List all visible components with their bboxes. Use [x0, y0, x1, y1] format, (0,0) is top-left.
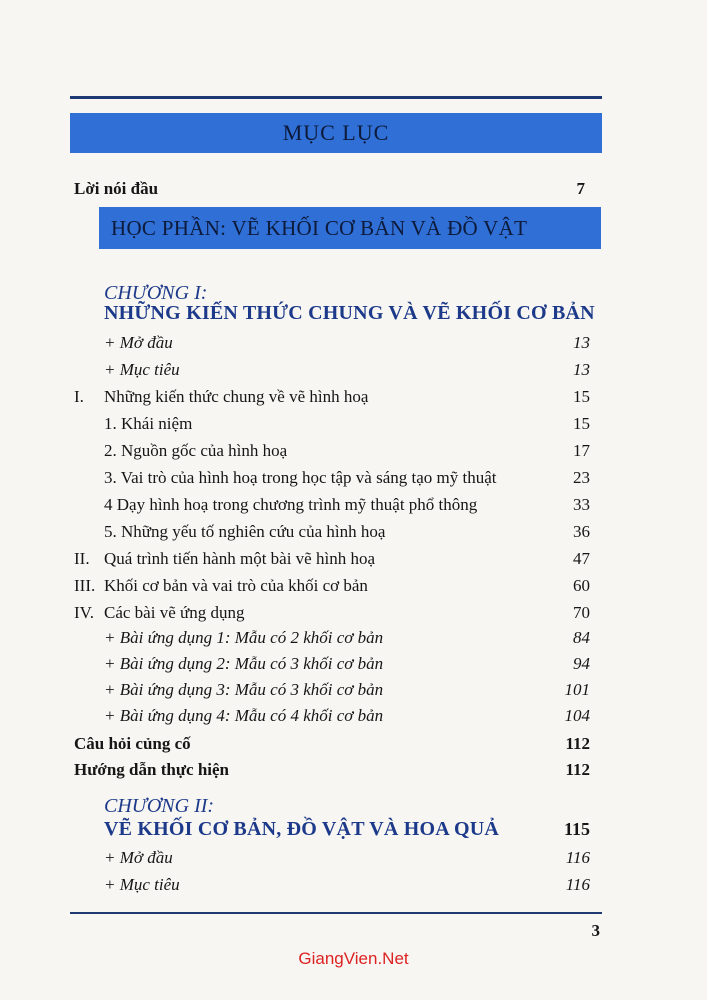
- entry-label: + Mục tiêu: [104, 360, 180, 379]
- chapter2-label: CHƯƠNG II:: [104, 795, 215, 817]
- entry-label: 1. Khái niệm: [104, 414, 193, 433]
- chapter2-page: 115: [563, 819, 590, 839]
- entry-page: 94: [573, 654, 590, 673]
- section-title: HỌC PHẦN: VẼ KHỐI CƠ BẢN VÀ ĐỒ VẬT: [99, 207, 601, 249]
- entry-page: 104: [564, 706, 590, 725]
- toc-row-app-4[interactable]: [0, 703, 707, 729]
- entry-label: Quá trình tiến hành một bài vẽ hình hoạ: [104, 549, 375, 568]
- entry-label: + Bài ứng dụng 1: Mẫu có 2 khối cơ bản: [104, 628, 384, 647]
- entry-number: IV.: [74, 603, 94, 622]
- toc-row-ch2-intro[interactable]: [0, 845, 707, 871]
- entry-label: Các bài vẽ ứng dụng: [104, 603, 245, 622]
- toc-row-1-5[interactable]: [0, 519, 707, 545]
- toc-row-preface[interactable]: [0, 176, 707, 202]
- entry-page: 112: [565, 734, 590, 753]
- toc-row-section-2[interactable]: [0, 546, 707, 572]
- entry-label: + Mở đầu: [104, 848, 173, 867]
- toc-row-1-2[interactable]: [0, 438, 707, 464]
- page-number: 3: [591, 921, 600, 940]
- entry-page: 15: [573, 414, 590, 433]
- entry-page: 70: [573, 603, 590, 622]
- entry-label: 5. Những yếu tố nghiên cứu của hình hoạ: [104, 522, 386, 541]
- entry-label: 2. Nguồn gốc của hình hoạ: [104, 441, 288, 460]
- bottom-rule: [70, 912, 602, 914]
- entry-page: 47: [573, 549, 590, 568]
- entry-label: Hướng dẫn thực hiện: [74, 760, 229, 779]
- entry-page: 13: [573, 360, 590, 379]
- toc-row-guide[interactable]: [0, 757, 707, 783]
- entry-page: 36: [573, 522, 590, 541]
- chapter1-label: CHƯƠNG I:: [104, 282, 208, 304]
- chapter2-title[interactable]: VẼ KHỐI CƠ BẢN, ĐỒ VẬT VÀ HOA QUẢ: [104, 818, 499, 840]
- toc-row-objectives[interactable]: [0, 357, 707, 383]
- entry-label: 3. Vai trò của hình hoạ trong học tập và sáng tạo mỹ thuật: [104, 468, 497, 487]
- entry-page: 84: [573, 628, 590, 647]
- preface-page: 7: [576, 179, 585, 198]
- entry-page: 112: [565, 760, 590, 779]
- entry-page: 23: [573, 468, 590, 487]
- toc-row-section-1[interactable]: [0, 384, 707, 410]
- toc-row-1-1[interactable]: [0, 411, 707, 437]
- toc-title: MỤC LỤC: [70, 113, 602, 153]
- entry-number: II.: [74, 549, 90, 568]
- toc-row-review[interactable]: [0, 731, 707, 757]
- chapter1-title[interactable]: NHỮNG KIẾN THỨC CHUNG VÀ VẼ KHỐI CƠ BẢN: [104, 302, 595, 324]
- toc-row-section-4[interactable]: [0, 600, 707, 626]
- toc-row-section-3[interactable]: [0, 573, 707, 599]
- entry-page: 60: [573, 576, 590, 595]
- entry-page: 13: [573, 333, 590, 352]
- entry-page: 15: [573, 387, 590, 406]
- toc-row-app-1[interactable]: [0, 625, 707, 651]
- entry-page: 116: [565, 875, 590, 894]
- entry-label: Câu hỏi củng cố: [74, 734, 191, 753]
- toc-row-app-3[interactable]: [0, 677, 707, 703]
- entry-label: Khối cơ bản và vai trò của khối cơ bản: [104, 576, 368, 595]
- entry-label: + Mục tiêu: [104, 875, 180, 894]
- toc-row-app-2[interactable]: [0, 651, 707, 677]
- entry-page: 33: [573, 495, 590, 514]
- entry-label: + Mở đầu: [104, 333, 173, 352]
- toc-row-1-4[interactable]: [0, 492, 707, 518]
- toc-row-ch2-objectives[interactable]: [0, 872, 707, 898]
- entry-page: 116: [565, 848, 590, 867]
- entry-page: 17: [573, 441, 590, 460]
- entry-label: + Bài ứng dụng 4: Mẫu có 4 khối cơ bản: [104, 706, 384, 725]
- entry-label: Những kiến thức chung về vẽ hình hoạ: [104, 387, 369, 406]
- top-rule: [70, 96, 602, 99]
- watermark-text: GiangVien.Net: [298, 949, 409, 968]
- entry-label: + Bài ứng dụng 2: Mẫu có 3 khối cơ bản: [104, 654, 384, 673]
- entry-page: 101: [564, 680, 590, 699]
- entry-number: III.: [74, 576, 96, 595]
- entry-label: + Bài ứng dụng 3: Mẫu có 3 khối cơ bản: [104, 680, 384, 699]
- preface-label: Lời nói đầu: [74, 179, 159, 198]
- entry-number: I.: [74, 387, 84, 406]
- entry-label: 4 Dạy hình hoạ trong chương trình mỹ thuật phổ thông: [104, 495, 478, 514]
- toc-row-1-3[interactable]: [0, 465, 707, 491]
- toc-row-intro[interactable]: [0, 330, 707, 356]
